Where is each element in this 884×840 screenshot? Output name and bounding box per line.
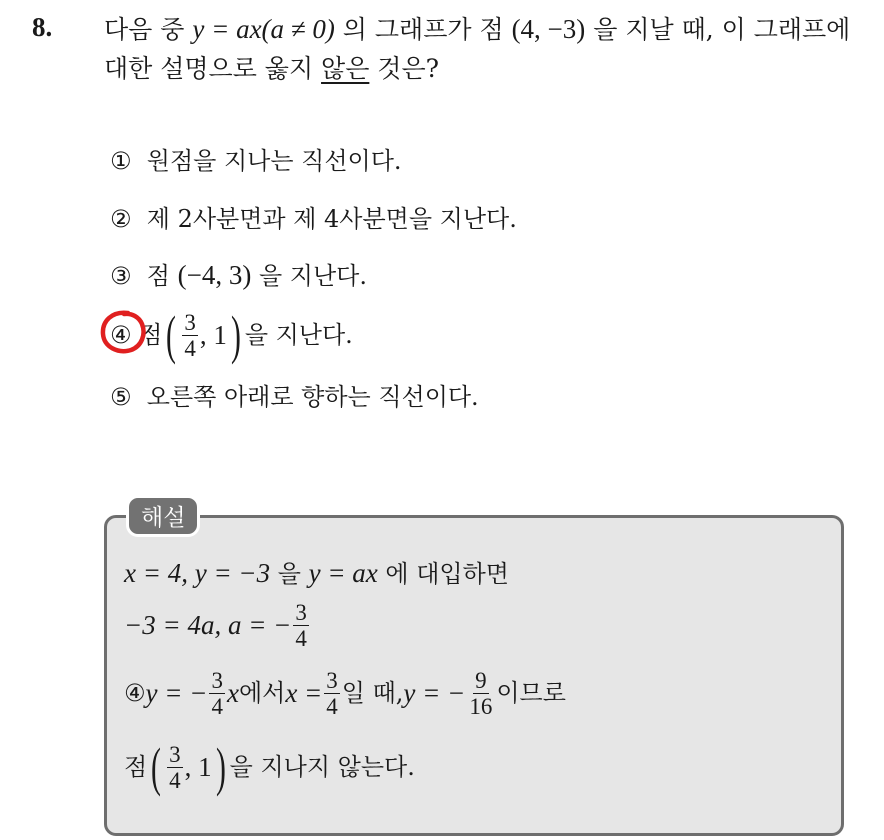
denominator: 16 [469,693,493,719]
option-marker: ② [110,205,132,233]
exp-math: −3 = 4a, a = − [124,610,292,640]
exp-math: x = [285,678,323,708]
question-line-1 [104,12,850,47]
fraction [467,668,494,719]
stem-point: (4, −3) [511,14,586,44]
exp-text: 이므로 [496,679,566,707]
numerator: 3 [211,667,223,693]
answer-circle-mark [98,308,150,358]
stem-text: 을 지날 때, 이 그래프에 [585,15,851,44]
exp-math: x [226,678,239,708]
fraction [293,600,309,651]
right-paren: ) [215,737,226,797]
denominator: 4 [169,767,181,793]
stem-underlined: 않은 [321,54,370,83]
right-paren: ) [230,305,241,365]
numerator: 3 [295,599,307,625]
exp-math: x = 4, y = −3 [124,558,271,588]
exp-text: 을 [270,560,309,588]
option-text: 원점을 지나는 직선이다. [146,147,402,175]
option-text: 오른쪽 아래로 향하는 직선이다. [146,383,479,411]
option-marker: ④ [110,321,132,349]
fraction [167,742,183,793]
exp-math: y = − [403,678,466,708]
denominator: 4 [295,625,307,651]
denominator: 4 [326,693,338,719]
exp-marker: ④ [124,679,146,707]
exp-math: , 1 [184,752,212,782]
exp-math: y = ax [308,558,378,588]
option-text: 점 [146,262,178,290]
numerator: 9 [475,667,487,693]
exp-text: 을 지나지 않는다. [229,753,415,781]
question-line-2 [104,52,439,86]
fraction [324,668,340,719]
explanation-line-2 [124,596,311,654]
option-marker: ① [110,147,132,175]
option-math: , 1 [199,320,227,350]
exp-text: 에 대입하면 [377,560,509,588]
denominator: 4 [211,693,223,719]
numerator: 3 [169,741,181,767]
numerator: 3 [326,667,338,693]
option-2[interactable] [110,202,517,236]
fraction [182,310,198,361]
option-3[interactable] [110,258,367,293]
stem-equation: y = ax(a ≠ 0) [192,14,335,44]
stem-text: 대한 설명으로 옳지 [104,54,322,83]
option-5[interactable] [110,380,479,414]
exp-text: 점 [124,753,148,781]
stem-text: 의 그래프가 점 [334,15,512,44]
question-number: 8. [32,12,53,42]
explanation-line-1 [124,556,509,591]
exp-text: 일 때, [341,679,404,707]
numerator: 3 [184,309,196,335]
option-1[interactable] [110,144,402,178]
option-text: 제 2사분면과 제 4사분면을 지난다. [146,205,517,233]
explanation-tag: 해설 [126,495,200,537]
stem-text: 것은? [369,54,440,83]
option-text: 을 지난다. [244,321,353,349]
option-marker: ③ [110,262,132,290]
denominator: 4 [184,335,196,361]
option-marker: ⑤ [110,383,132,411]
option-text: 을 지난다. [251,262,367,290]
stem-text: 다음 중 [104,15,193,44]
left-paren: ( [166,305,177,365]
option-text: 점 [139,321,163,349]
option-math: (−4, 3) [177,260,252,290]
exp-text: 에서 [238,679,286,707]
left-paren: ( [151,737,162,797]
fraction [209,668,225,719]
explanation-line-4 [124,734,415,800]
exp-math: y = − [145,678,208,708]
explanation-line-3 [124,664,566,722]
